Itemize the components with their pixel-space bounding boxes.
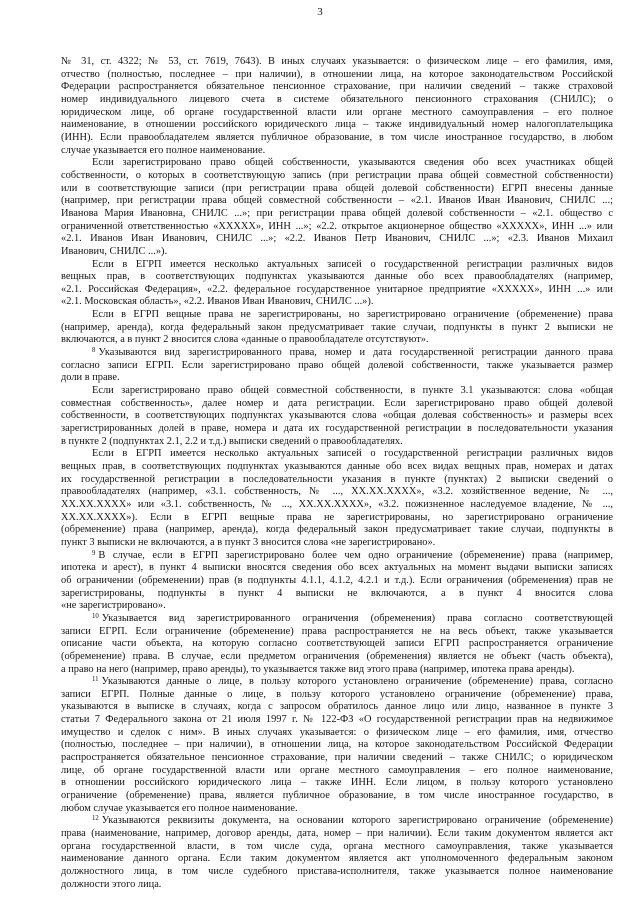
text-line: ипотека и арест), в пункт 4 выписки вносятся сведения обо всех актуальных на момент выдачи выписки записях	[61, 562, 613, 574]
text-line: зарегистрированы, подпункты в пункт 4 выписки не включаются, а в пункт 4 вносится слова	[61, 587, 613, 599]
text-line: органа государственной власти, в том числе суда, органа местного самоуправления, также указывается	[61, 840, 613, 852]
text-line: лице, об органе государственной власти или органе местного самоуправления – его полное наименование,	[61, 764, 613, 776]
text-line: (обременение) права (например, аренда), когда федеральный закон предусматривает такие случаи, подпункты в	[61, 524, 613, 536]
text-line: любом случае указывается его полное наименование.	[61, 802, 298, 814]
text-line: Если в ЕГРП имеется несколько актуальных записей о государственной регистрации различных видов	[92, 448, 613, 460]
text-line: об ограничении (обременении) прав (в подпункты 4.1.1, 4.1.2, 4.2.1 и т.д.). Если ограничения (обременения) прав не	[61, 574, 613, 586]
text-line: собственности, о которых в соответствующую запись (при регистрации права общей совместной собственности)	[61, 169, 613, 181]
footnote-marker: 8	[92, 347, 96, 355]
paragraph	[61, 448, 613, 549]
text-line: должности этого лица.	[61, 878, 162, 890]
text-line: описание части объекта, на которую согласно соответствующей записи ЕГРП распространяется ограничение	[61, 638, 613, 650]
text-line: распространяется обязательное пенсионное страхование, при наличии сведений – также СНИЛС; о юридическом	[61, 752, 613, 764]
footnote-marker: 9	[92, 549, 96, 557]
page-number: 3	[317, 6, 323, 18]
text-line: а право на него (например, право аренды), то указывается также вид этого права (например, ипотека права аренды).	[61, 663, 575, 675]
text-line: Если в ЕГРП вещные права не зарегистрированы, но зарегистрировано ограничение (обременение) права	[92, 309, 613, 321]
text-line: Если зарегистрировано право общей совместной собственности, в пункте 3.1 указываются: слова «общая	[92, 385, 613, 397]
paragraph	[61, 157, 613, 258]
paragraph	[61, 259, 613, 310]
text-line	[61, 815, 613, 828]
text-line: вещных прав, в соответствующих подпунктах указываются данные обо всех видах вещных прав, номерах и датах	[61, 461, 613, 472]
text-line: отчество (полностью, последнее – при наличии), в отношении лица, на которое законодательством Российской	[61, 68, 613, 80]
text-line: правообладателях (например, «3.1. собственность, № ..., XX.XX.XXXX», «3.2. хозяйственное ведение, № ...,	[61, 486, 613, 498]
text-line: № 31, ст. 4322; № 53, ст. 7619, 7643). В иных случаях указывается: о физическом лице – его фамилия, имя,	[61, 56, 613, 67]
text-line: XX.XX.XXXX» или «3.1. собственность, № ..., XX.XX.XXXX», «3.2. пожизненное наследуемое владение, № ...,	[61, 498, 613, 510]
text-line: Иванович, СНИЛС ...»).	[61, 245, 168, 257]
text-line: статьи 7 Федерального закона от 21 июля 1997 г. № 122-ФЗ «О государственной регистрации прав на недвижимое	[61, 714, 613, 726]
text-line: в пункте 2 (подпунктах 2.1, 2.2 и т.д.) выписки сведений о правообладателях.	[61, 435, 403, 447]
text-line: включаются, а в пункт 2 вносится слова «данные о правообладателе отсутствуют».	[61, 334, 429, 346]
text-line: «2.1. Иванов Иван Иванович, СНИЛС ...»; «2.2. Иванов Петр Иванович, СНИЛС ...»; «2.3. Иванов Михаил	[61, 233, 613, 245]
footnote-text: Указывается вид зарегистрированного ограничения (обременения) права согласно соответствующей	[101, 612, 613, 624]
text-line: Если зарегистрировано право общей собственности, указываются сведения обо всех участниках общей	[92, 157, 613, 169]
text-line: юридическом лице, об органе государственной власти или органе местного самоуправления – его полное	[61, 106, 613, 118]
footnote	[61, 815, 613, 891]
text-line: или в соответствующие записи (при регистрации права общей долевой собственности) ЕГРП внесены данные	[61, 182, 613, 194]
paragraph	[61, 56, 613, 157]
text-line: совместная собственность», далее номер и дата регистрации. Если зарегистрировано право общей долевой	[61, 397, 613, 409]
text-line: (полностью, последнее – при наличии), в отношении лица, на которое законодательством Российской Федерации	[61, 739, 613, 751]
text-line: ограничение (обременение) права, является публичное образование, в том числе иностранное государство, в	[61, 790, 613, 802]
text-line: «2.1. Московская область», «2.2. Иванов Иван Иванович, СНИЛС ...»).	[61, 296, 374, 308]
paragraph	[61, 385, 613, 448]
text-line: указываются в выписке в случаях, когда с запросом обратилось данное лицо или лицо, названное в пункте 3	[61, 701, 613, 713]
text-line: записи ЕГРП. Полные данные о лице, в пользу которого установлено ограничение (обременение) права,	[61, 688, 613, 700]
text-line: доли в праве.	[61, 372, 120, 384]
document-body	[61, 56, 613, 891]
footnote-marker: 10	[92, 612, 99, 620]
text-line: «не зарегистрировано».	[61, 600, 166, 612]
text-line: (например, при регистрации права общей совместной собственности – «2.1. Иванов Иван Иванович, СНИЛС ...;	[61, 195, 613, 207]
text-line: пункт 3 выписки не включаются, а в пункт 3 вносится слова «не зарегистрировано».	[61, 536, 436, 548]
text-line: записи ЕГРП. Если ограничение (обременение) права распространяется не на весь объект, также указывается	[61, 625, 613, 637]
text-line: (например, аренда), когда федеральный закон предусматривает такие случаи, подпункты в пункт 2 выписки не	[61, 321, 613, 333]
text-line: Иванова Мария Ивановна, СНИЛС ...»; при регистрации права общей долевой собственности – «2.1. общество с	[61, 207, 613, 219]
footnote-marker: 12	[92, 815, 99, 823]
text-line: наименование, в отношении российского юридического лица – также индивидуальный номер налогоплательщика	[61, 119, 613, 131]
text-line: их государственной регистрации в последовательности указания в пункте (пунктах) 2 выписки сведений о	[61, 473, 613, 485]
footnote	[61, 550, 613, 613]
footnote-text: Указываются реквизиты документа, на основании которого зарегистрировано ограничение (обременение)	[101, 815, 613, 827]
text-line: ограниченной ответственностью «ХХХХХ», ИНН ...»; «2.2. открытое акционерное общество «ХХХХХ», ИНН ...» или	[61, 220, 613, 232]
text-line: имущество и сделок с ним». В иных случаях указывается: о физическом лице – его фамилия, имя, отчество	[61, 726, 613, 738]
footnote	[61, 347, 613, 385]
text-line: случае указывается его полное наименование.	[61, 144, 266, 156]
text-line: вещных прав, в соответствующих подпунктах указываются данные обо всех правообладателях (например,	[61, 271, 613, 283]
text-line: права (наименование, например, договор аренды, дата, номер – при наличии). Если таким документом является акт	[61, 828, 613, 840]
footnote-marker: 11	[92, 676, 99, 684]
footnote-text: Указываются данные о лице, в пользу которого установлено ограничение (обременение) права, согласно	[101, 676, 613, 688]
text-line: Если в ЕГРП имеется несколько актуальных записей о государственной регистрации различных видов	[92, 258, 613, 270]
text-line: Федерации распространяется обязательное пенсионное страхование, при наличии сведений – также страховой	[61, 81, 613, 93]
footnote-text: В случае, если в ЕГРП зарегистрировано более чем одно ограничение (обременение) права (например,	[98, 549, 613, 561]
footnote	[61, 676, 613, 815]
text-line: XX.XX.XXXX»). Если в ЕГРП вещные права не зарегистрированы, но зарегистрировано ограничение	[61, 511, 613, 523]
text-line: «2.1. Российская Федерация», «2.2. федеральное государственное унитарное предприятие «ХХХХХ», ИНН ...» или	[61, 283, 613, 295]
text-line: должностного лица, в том числе судебного пристава-исполнителя, также указывается полное наименование	[61, 866, 613, 877]
text-line	[61, 550, 613, 563]
text-line: зарегистрированных долей в праве, номера и дата их государственной регистрации в последовательности указания	[61, 423, 613, 435]
footnote-text: Указываются вид зарегистрированного права, номер и дата государственной регистрации данного права	[98, 347, 613, 359]
text-line: номер индивидуального лицевого счета в системе обязательного пенсионного страхования (СНИЛС); о	[61, 93, 613, 105]
text-line: в отношении российского юридического лица – также ИНН. Если лицом, в пользу которого установлено	[61, 777, 613, 789]
text-line: согласно записи ЕГРП. Если зарегистрировано право общей долевой собственности, также указывается размер	[61, 359, 613, 371]
text-line: (обременение) права. В случае, если предметом ограничения (обременения) является не объект (часть объекта),	[61, 650, 613, 662]
text-line	[61, 676, 613, 689]
paragraph	[61, 309, 613, 347]
text-line	[61, 347, 613, 360]
text-line: (ИНН). Если правообладателем является публичное образование, в том числе иностранное государство, в любом	[61, 131, 613, 143]
text-line: собственности, в соответствующих подпунктах указываются слова «общая долевая собственность» и размеры всех	[61, 410, 613, 422]
text-line: наименование данного органа. Если таким документом является акт уполномоченного федеральным законом	[61, 853, 613, 865]
text-line	[61, 613, 613, 626]
footnote	[61, 613, 613, 676]
